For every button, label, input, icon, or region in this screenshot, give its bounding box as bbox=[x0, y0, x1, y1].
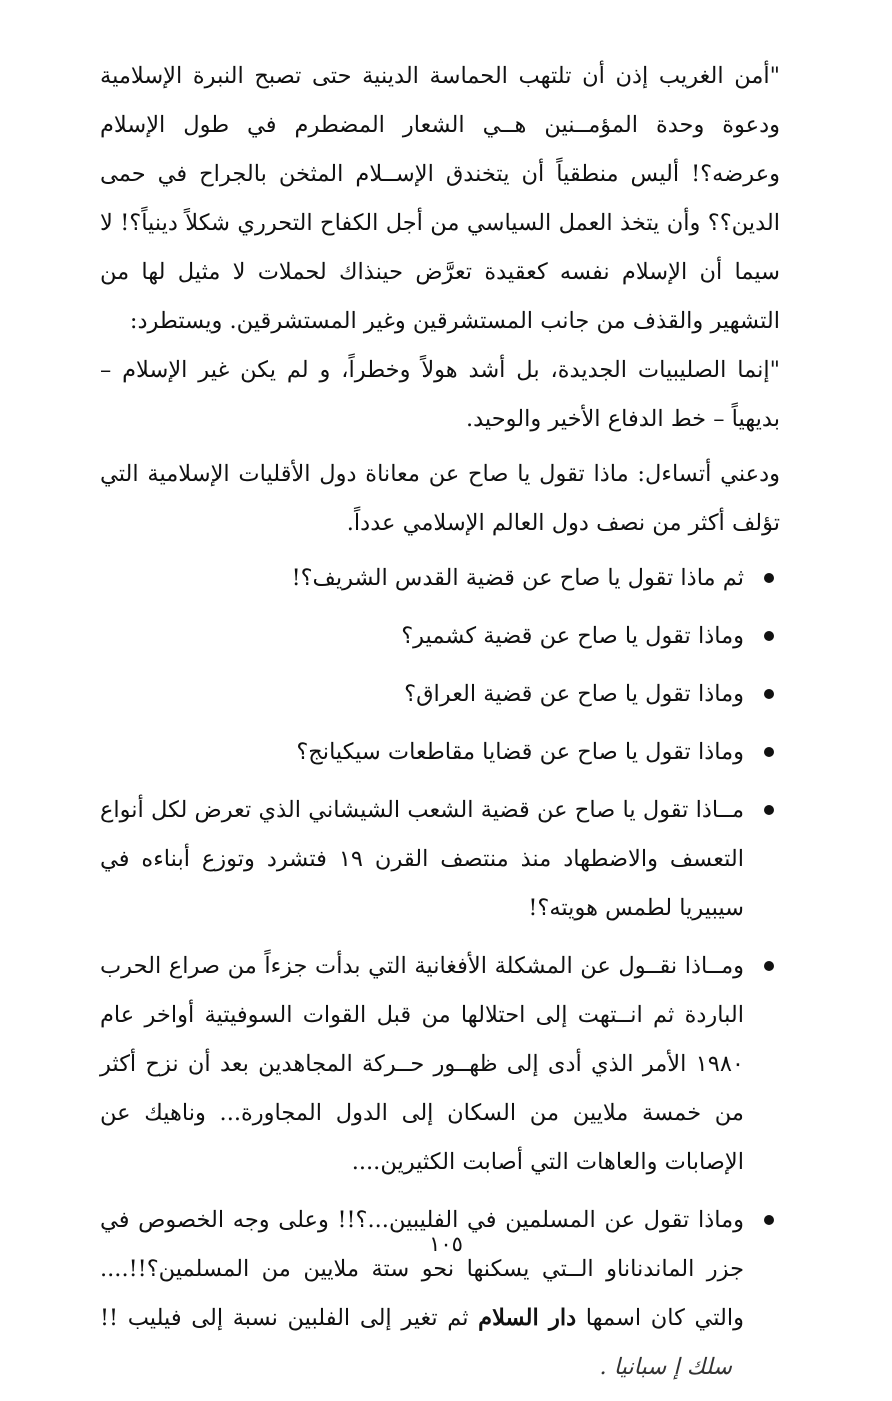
list-item bbox=[100, 1196, 780, 1392]
list-item bbox=[100, 612, 780, 661]
list-item bbox=[100, 554, 780, 603]
list-item bbox=[100, 670, 780, 719]
list-item-text: ثم ماذا تقول يا صاح عن قضية القدس الشريف؟! bbox=[291, 565, 744, 591]
list-item-text: وماذا تقول يا صاح عن قضية كشمير؟ bbox=[401, 623, 744, 649]
list-item bbox=[100, 786, 780, 933]
question-intro-paragraph: ودعني أتساءل: ماذا تقول يا صاح عن معاناة دول الأقليات الإسلامية التي تؤلف أكثر من نصف دول العالم الإسلامي عدداً. bbox=[100, 461, 780, 536]
list-item bbox=[100, 728, 780, 777]
bullet-icon bbox=[764, 573, 774, 583]
handwritten-note: سلك إ سبانيا . bbox=[599, 1354, 732, 1380]
bullet-icon bbox=[764, 1215, 774, 1225]
list-item-text: مــاذا تقول يا صاح عن قضية الشعب الشيشاني الذي تعرض لكل أنواع التعسف والاضطهاد منذ منتصف القرن ١٩ فتشرد وتوزع أبناءه في سيبيريا لطمس هويته؟! bbox=[100, 797, 744, 921]
list-item-text-before-emphasis: وماذا تقول عن المسلمين في الفليبين...؟!! وعلى وجه الخصوص في جزر الماندناناو الــتي يسكنها نحو ستة ملايين من المسلمين؟!!.... والتي كان اسمها bbox=[100, 1207, 745, 1331]
list-item-text-after-emphasis: ثم تغير إلى الفلبين نسبة إلى فيليب !! bbox=[100, 1305, 469, 1331]
question-list bbox=[100, 554, 780, 1392]
page-body bbox=[100, 52, 780, 1401]
list-item bbox=[100, 942, 780, 1187]
list-item-text: وماذا تقول يا صاح عن قضايا مقاطعات سيكيانج؟ bbox=[296, 739, 744, 765]
bullet-icon bbox=[764, 747, 774, 757]
bullet-icon bbox=[764, 631, 774, 641]
list-item-text: وماذا تقول يا صاح عن قضية العراق؟ bbox=[404, 681, 744, 707]
page-number: ١٠٥ bbox=[429, 1232, 463, 1256]
quote-paragraph-1: "أمن الغريب إذن أن تلتهب الحماسة الدينية حتى تصبح النبرة الإسلامية ودعوة وحدة المؤمــنين هــي الشعار المضطرم في طول الإسلام وعرضه؟! أليس منطقياً أن يتخندق الإســلام المثخن بالجراح في حمى الدين؟؟ وأن يتخذ العمل السياسي من أجل الكفاح التحرري شكلاً دينياً؟! لا سيما أن الإسلام نفسه كعقيدة تعرَّض حينذاك لحملات لا مثيل لها من التشهير والقذف من جانب المستشرقين وغير المستشرقين. ويستطرد: bbox=[100, 63, 780, 334]
bullet-icon bbox=[764, 805, 774, 815]
bullet-icon bbox=[764, 689, 774, 699]
emphasized-name: دار السلام bbox=[478, 1305, 577, 1331]
quote-paragraph-2: "إنما الصليبيات الجديدة، بل أشد هولاً وخطراً، و لم يكن غير الإسلام – بديهياً – خط الدفاع الأخير والوحيد. bbox=[100, 357, 780, 432]
list-item-text: ومــاذا نقــول عن المشكلة الأفغانية التي بدأت جزءاً من صراع الحرب الباردة ثم انــتهت إلى احتلالها من قبل القوات السوفيتية أواخر عام ١٩٨٠ الأمر الذي أدى إلى ظهــور حــركة المجاهدين بعد أن نزح أكثر من خمسة ملايين من السكان إلى الدول المجاورة... وناهيك عن الإصابات والعاهات التي أصابت الكثيرين.... bbox=[100, 953, 744, 1175]
bullet-icon bbox=[764, 961, 774, 971]
